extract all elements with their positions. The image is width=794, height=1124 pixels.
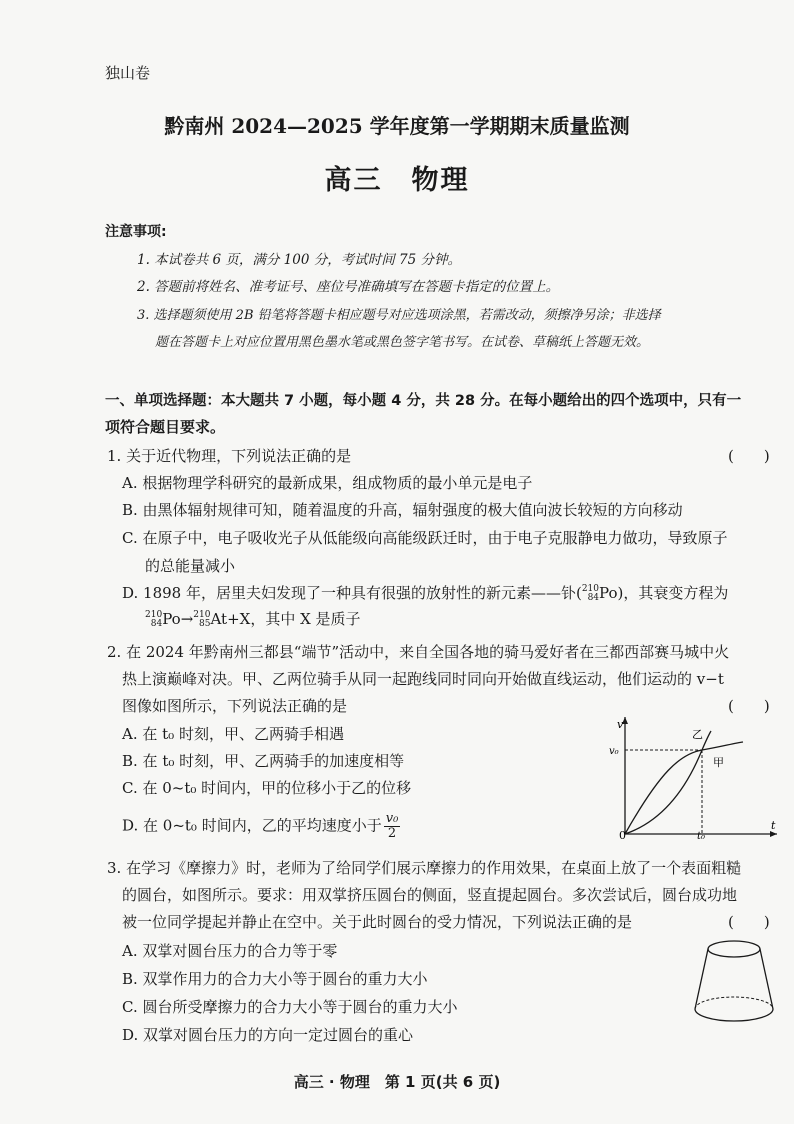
- t0-label: t₀: [697, 831, 706, 840]
- notice-item-3: 3. 选择题须使用 2B 铅笔将答题卡相应题号对应选项涂黑，若需改动，须擦净另涂；非选择: [137, 308, 661, 323]
- po-mass-number-2: 210: [145, 610, 163, 620]
- page-footer: 高三 · 物理 第 1 页(共 6 页): [293, 1073, 501, 1091]
- at-mass-number: 210: [193, 610, 211, 620]
- exam-title: 黔南州 2024—2025 学年度第一学期期末质量监测: [164, 114, 630, 138]
- q2-answer-blank: ( ): [728, 697, 770, 715]
- q2-option-d-text: D. 在 0~t₀ 时间内，乙的平均速度小于: [122, 816, 382, 835]
- q3-option-a: A. 双掌对圆台压力的合力等于零: [122, 942, 338, 960]
- curve-jia: [625, 742, 743, 834]
- q2-option-b: B. 在 t₀ 时刻，甲、乙两骑手的加速度相等: [122, 752, 405, 770]
- notice-heading: 注意事项:: [105, 224, 167, 240]
- q1-option-b: B. 由黑体辐射规律可知，随着温度的升高，辐射强度的极大值向波长较短的方向移动: [122, 501, 683, 519]
- frustum-bottom-front: [695, 1009, 773, 1021]
- q1-equation-mid: Po→: [162, 610, 194, 628]
- q1-option-d: [122, 582, 728, 603]
- v0-label: v₀: [609, 746, 619, 757]
- po-atomic-number-2: 84: [150, 619, 163, 629]
- frustum-right-edge: [760, 949, 773, 1009]
- q1-option-c: C. 在原子中，电子吸收光子从低能级向高能级跃迁时，由于电子克服静电力做功，导致原子: [122, 529, 728, 547]
- q2-stem-line3: 图像如图所示，下列说法正确的是: [122, 697, 348, 715]
- curve-yi: [625, 731, 711, 834]
- v0-over-2-fraction: [384, 812, 401, 841]
- q1-answer-blank: ( ): [728, 447, 770, 465]
- q1-option-a: A. 根据物理学科研究的最新成果，组成物质的最小单元是电子: [122, 474, 533, 492]
- notice-item-2: 2. 答题前将姓名、准考证号、座位号准确填写在答题卡指定的位置上。: [137, 279, 560, 295]
- label-yi: 乙: [692, 728, 703, 741]
- po-mass-number: 210: [581, 584, 600, 594]
- v-axis-label: v: [617, 718, 624, 731]
- fraction-denominator: 2: [387, 826, 397, 841]
- q3-answer-blank: ( ): [728, 913, 770, 931]
- q1-option-d-text1: D. 1898 年，居里夫妇发现了一种具有很强的放射性的新元素——钋(: [122, 584, 582, 602]
- q1-option-c-cont: 的总能量减小: [145, 557, 236, 575]
- frustum-figure: [688, 935, 780, 1027]
- q1-equation-end: At+X，其中 X 是质子: [210, 610, 361, 628]
- q3-stem-line3: 被一位同学提起并静止在空中。关于此时圆台的受力情况，下列说法正确的是: [122, 913, 633, 931]
- q3-option-b: B. 双掌作用力的合力大小等于圆台的重力大小: [122, 970, 428, 988]
- origin-label: 0: [619, 829, 626, 840]
- q2-option-a: A. 在 t₀ 时刻，甲、乙两骑手相遇: [122, 725, 344, 743]
- label-jia: 甲: [713, 756, 724, 769]
- at-atomic-number: 85: [199, 619, 211, 629]
- exam-subject: 高三 物理: [324, 165, 470, 196]
- notice-item-1: 1. 本试卷共 6 页，满分 100 分，考试时间 75 分钟。: [137, 252, 461, 268]
- q1-option-d-text2: Po)，其衰变方程为: [599, 584, 729, 602]
- frustum-top-ellipse: [708, 941, 760, 957]
- notice-item-3-cont: 题在答题卡上对应位置用黑色墨水笔或黑色签字笔书写。在试卷、草稿纸上答题无效。: [155, 335, 650, 350]
- q3-option-c: C. 圆台所受摩擦力的合力大小等于圆台的重力大小: [122, 998, 458, 1016]
- fraction-numerator: v₀: [385, 811, 399, 826]
- q1-option-d-equation: [145, 608, 361, 629]
- q2-stem-line2: 热上演巅峰对决。甲、乙两位骑手从同一起跑线同时同向开始做直线运动，他们运动的 v−t: [122, 670, 724, 688]
- vt-graph: [605, 712, 780, 840]
- frustum-left-edge: [695, 949, 708, 1009]
- q2-option-c: C. 在 0~t₀ 时间内，甲的位移小于乙的位移: [122, 779, 412, 797]
- q3-option-d: D. 双掌对圆台压力的方向一定过圆台的重心: [122, 1026, 414, 1044]
- po-atomic-number: 84: [587, 593, 600, 603]
- q3-stem-line2: 的圆台，如图所示。要求：用双掌挤压圆台的侧面，竖直提起圆台。多次尝试后，圆台成功地: [122, 886, 738, 904]
- q2-option-d: [122, 812, 400, 841]
- section-heading-line2: 项符合题目要求。: [105, 418, 226, 436]
- section-heading-line1: 一、单项选择题：本大题共 7 小题，每小题 4 分，共 28 分。在每小题给出的四个选项中，只有一: [105, 393, 742, 409]
- t-axis-label: t: [771, 819, 776, 832]
- exam-variant-label: 独山卷: [105, 64, 151, 82]
- q2-stem-line1: 2. 在 2024 年黔南州三都县“端节”活动中，来自全国各地的骑马爱好者在三都西部赛马城中火: [107, 643, 730, 661]
- frustum-bottom-back: [695, 997, 773, 1009]
- q3-stem-line1: 3. 在学习《摩擦力》时，老师为了给同学们展示摩擦力的作用效果，在桌面上放了一个表面粗糙: [107, 859, 742, 877]
- q1-stem: 1. 关于近代物理，下列说法正确的是: [107, 447, 352, 465]
